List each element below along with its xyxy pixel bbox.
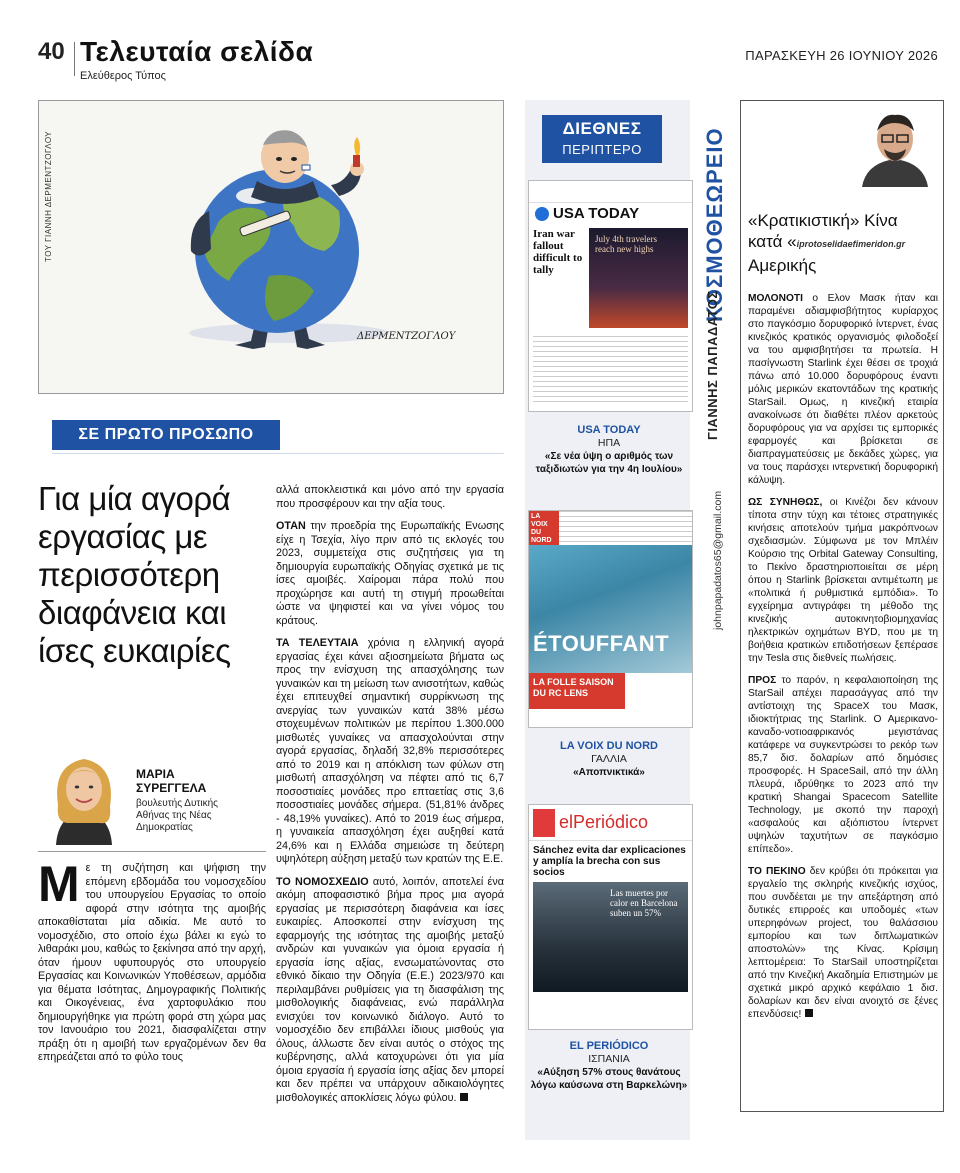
- banner-rule: [52, 453, 504, 454]
- press-review-box: [542, 115, 662, 163]
- press-review-title: ΔΙΕΘΝΕΣ: [562, 119, 642, 138]
- header-divider: [74, 42, 75, 76]
- cartoon-credit: ΤΟΥ ΓΙΑΝΝΗ ΔΕΡΜΕΝΤΖΟΓΛΟΥ: [44, 130, 53, 262]
- column-body: [748, 292, 938, 1030]
- cartoon-drawing: [39, 101, 504, 394]
- cover-photo-caption: Las muertes por calor en Barcelona suben un 57%: [610, 888, 678, 918]
- cover-masthead: LA VOIX DU NORD: [529, 511, 559, 545]
- caption-el-periodico: EL PERIÓDICO ΙΣΠΑΝΙΑ «Αύξηση 57% στους θανάτους λόγω καύσωνα στη Βαρκελώνη»: [530, 1040, 688, 1091]
- article-headline: [38, 480, 258, 670]
- cover-lead: Iran war fallout difficult to tally: [533, 228, 583, 276]
- body-paragraph: ΤΑ ΤΕΛΕΥΤΑΙΑ χρόνια η ελληνική αγορά εργασίας έχει κάνει αξιοσημείωτα βήματα ως προς την ενίσχυση της απασχόλησης των γυναικών και τη μείωση των ανισοτήτων, καθώς έχει επιτευχθεί σημαντική συρρίκνωση της ανεργίας των γυναικών κατά 38% μέσω στοχευμένων πολιτικών με περίπου 1.300.000 μισθωτές γυναίκες να απασχολούνται στην αγορά εργασίας, δηλαδή 32,8% περισσότερες από το 2019 και η απόκλιση των φύλων στη μισθωτή απασχόληση να πέφτει από τις 6,7 ποσοστιαίες μονάδες προ επταετίας στις 3,6 ποσοστιαίες μονάδες σήμερα. (51,81% άνδρες - 48,19% γυναίκες). Από το 2019 έως σήμερα, η γυναικεία απασχόληση έχει αυξηθεί κατά 24,6% και η Ελλάδα σημειώσε τη δεύτερη υψηλότερη αύξηση μεταξύ των κρατών της Ε.Ε.: [276, 637, 504, 865]
- body-paragraph: ΤΟ ΝΟΜΟΣΧΕΔΙΟ αυτό, λοιπόν, αποτελεί ένα ακόμη αποφασιστικό βήμα προς μια αγορά εργασίας με περισσότερη διαφάνεια και ίσες ευκαιρίες. Αποσκοπεί στην ενίσχυση της εφαρμογής της ισότητας της αμοιβής μεταξύ ανδρών και γυναικών για όμοια εργασία ή εργασία ίσης αξίας, ενσωματώνοντας στο εθνικό δίκαιο την Οδηγία (Ε.Ε.) 2023/970 και περιλαμβάνει ρυθμίσεις για τη διασφάλιση της μισθολογικής διαφάνειας, ενώ παράλληλα ενισχύει τον κοινωνικό διάλογο. Αυτό το νομοσχέδιο δεν επιβάλλει ίδιους μισθούς για όλους, άλλωστε δεν είναι αυτός ο στόχος της κυβέρνησης, αλλά κατοχυρώνει ότι για μία όμοια εργασία ή εργασία ίσης αξίας δεν μπορεί και δεν πρέπει να υπάρχουν αδικαιολόγητες μισθολογικές αποκλίσεις λόγω φύλου.: [276, 875, 504, 1104]
- page-header: [0, 0, 960, 92]
- cover-masthead: USA TODAY: [553, 205, 640, 222]
- cover-lead: ÉTOUFFANT: [533, 631, 670, 656]
- cover-lead: Sánchez evita dar explicaciones y amplía la brecha con sus socios: [533, 845, 686, 878]
- press-review-subtitle: ΠΕΡΙΠΤΕΡΟ: [562, 142, 642, 157]
- headline-line: περισσότερη: [38, 556, 220, 593]
- watermark-source: iprotoselidaefimeridon.gr: [796, 239, 906, 249]
- author-rule: [38, 851, 266, 852]
- cover-photo: [529, 545, 692, 673]
- caption-usa-today: USA TODAY ΗΠΑ «Σε νέα ύψη ο αριθμός των ταξιδιωτών για την 4η Ιουλίου»: [535, 424, 683, 475]
- page-number: 40: [38, 38, 65, 65]
- intro-text: ε τη συζήτηση και ψήφιση την επόμενη εβδομάδα του νομοσχεδίου του υπουργείου Εργασίας το οποίο αφορά στην ισότητα της αμοιβής αποκαθίσταται μία αδικία. Με αυτό το νομοσχέδιο, στο οποίο έχω βάλει κι εγώ το λιθαράκι μου, καθώς το ξεκίνησα από την αρχή, όταν ήμουν υφυπουργός στο υπουργείο Εργασίας και Κοινωνικών Υποθέσεων, αρμόδια για θέματα Ισότητας, Δημογραφικής Πολιτικής και Οικογένειας, ένα χαρτοφυλάκιο που δημιουργήθηκε για πρώτη φορά στη χώρα μας τον Ιανουάριο του 2021, διασφαλίζεται στην πράξη ότι η αμοιβή των εργαζομένων δεν θα επηρεάζεται από το φύλο τους: [38, 862, 266, 1063]
- author-name: ΜΑΡΙΑ ΣΥΡΕΓΓΕΛΑ: [136, 767, 207, 795]
- article-intro: [38, 856, 266, 1065]
- end-mark: [460, 1093, 468, 1101]
- cover-photo-caption: July 4th travelers reach new highs: [595, 234, 657, 254]
- column-title: «Κρατικιστική» Κίνα κατά «iprotoselidaefimeridon.gr Αμερικής: [748, 211, 906, 275]
- columnist-photo: [848, 103, 942, 187]
- dropcap: Μ: [38, 856, 80, 912]
- cover-strip: LA FOLLE SAISON DU RC LENS: [529, 673, 625, 709]
- headline-line: διαφάνεια και: [38, 594, 227, 631]
- cover-usa-today: [528, 180, 693, 412]
- interview-banner: ΣΕ ΠΡΩΤΟ ΠΡΟΣΩΠΟ: [52, 420, 280, 450]
- paper-name: Ελεύθερος Τύπος: [80, 70, 166, 82]
- cartoon-signature: ΔΕΡΜΕΝΤΖΟΓΛΟΥ: [357, 331, 456, 342]
- author-role: βουλευτής Δυτικής Αθήνας της Νέας Δημοκρατίας: [136, 798, 218, 833]
- logo-dot-icon: [535, 207, 549, 221]
- headline-line: εργασίας με: [38, 518, 208, 555]
- cover-photo: [533, 882, 688, 992]
- body-paragraph: αλλά αποκλειστικά και μόνο από την εργασία που προσφέρουν και την αξία τους.: [276, 484, 504, 510]
- cover-masthead: elPeriódico: [559, 812, 649, 832]
- column-paragraph: ΠΡΟΣ το παρόν, η κεφαλαιοποίηση της StarSail απέχει παρασάγγας από την αντίστοιχη της SpaceX του Μασκ, ιδιοκτήτριας της Starlink. Ο Αμερικανο-καναδο-νοτιοαφρικανός μεγιστάνας κατάφερε να συγκεντρώσει το ρεκόρ των 85,7 δισ. δολαρίων από δημόσιες προσφορές. Η SpaceSail, από την άλλη πλευρά, ιδρύθηκε το 2023 από την κρατική Shangai Spacecom Satellite Technology, με σκοπό την παροχή «ασφαλούς και αξιόπιστου ίντερνετ υψηλών ταχυτήτων σε παγκόσμιο επίπεδο».: [748, 675, 938, 855]
- cover-la-voix-du-nord: [528, 510, 693, 728]
- headline-line: ίσες ευκαιρίες: [38, 632, 231, 669]
- column-paragraph: ΜΟΛΟΝΟΤΙ ο Ελον Μασκ ήταν και παραμένει αδιαμφισβήτητος κυρίαρχος στο παγκόσμιο δορυφορικό ίντερνετ, ένας κινεζικός κρατικός οργανισμός φιλοδοξεί να του αμφισβητήσει τα πρωτεία. Η πασίγνωστη Starlink έχει θέσει σε τροχιά πάνω από 10.000 δορυφόρους έναντι μόλις μερικών εκατοντάδων της κρατικής StarSail. Ομως, η κινεζική εταιρία ανακοίνωσε ότι διαθέτει πλέον αρκετούς δορυφόρους για να αρχίσει τις εμπορικές εφαρμογές και βρίσκεται σε διαπραγματεύσεις με δεκάδες χώρες, για να τους παράσχει ιντερνετική δορυφορική κάλυψη.: [748, 293, 938, 486]
- cover-photo: [589, 228, 688, 328]
- caption-la-voix-du-nord: LA VOIX DU NORD ΓΑΛΛΙΑ «Αποπνικτικά»: [560, 740, 658, 778]
- column-paragraph: ΩΣ ΣΥΝΗΘΩΣ, οι Κινέζοι δεν κάνουν τίποτα στην τύχη και τέτοιες στρατηγικές κινήσεις αποτελούν τμήμα μακρόπνοων σχεδιασμών. Σύμφωνα με τον Μπλέιν Κούρσιο της Orbital Gateway Consulting, το Πεκίνο δραστηριοποιείται σε μέρη όπου η Starlink βρίσκεται αντιμέτωπη με «πολιτικά ή ρυθμιστικά εμπόδια». Το εγχείρημα αντιγράφει τη μέθοδο της κινεζικής αυτοκινητοβιομηχανίας ηλεκτρικών οχημάτων BYD, που με τη βοήθεια κρατικών επιδοτήσεων ξεπέρασε την Tesla στις διεθνείς πωλήσεις.: [748, 497, 938, 664]
- column-label: ΚΟΣΜΟΘΕΩΡΕΙΟ: [702, 127, 727, 322]
- article-body: [276, 484, 504, 1114]
- cartoon: [38, 100, 504, 394]
- column-author: ΓΙΑΝΝΗΣ ΠΑΠΑΔΑΤΟΣ: [705, 290, 720, 440]
- cover-el-periodico: [528, 804, 693, 1030]
- section-title: Τελευταία σελίδα: [80, 36, 314, 67]
- issue-date: ΠΑΡΑΣΚΕΥΗ 26 ΙΟΥΝΙΟΥ 2026: [745, 48, 938, 63]
- end-mark: [805, 1009, 813, 1017]
- body-paragraph: ΟΤΑΝ την προεδρία της Ευρωπαϊκής Ενωσης είχε η Τσεχία, λίγο πριν από τις εκλογές του 2023, συμμετείχα στις συζητήσεις για τη δημιουργία ευρωπαϊκής Οδηγίας σχετικά με τις ίσες αμοιβές. Χαίρομαι πάρα πολύ που προχώρησε και αυτή τη στιγμή προωθείται ώστε να ψηφιστεί και να γίνει νόμος του κράτους.: [276, 520, 504, 627]
- author-photo: [38, 745, 130, 845]
- headline-line: Για μία αγορά: [38, 480, 231, 517]
- column-paragraph: ΤΟ ΠΕΚΙΝΟ δεν κρύβει ότι πρόκειται για εργαλείο της σκληρής κινεζικής ισχύος, που συνδέεται με την απεξάρτηση από δυτικές επιρροές και υποδομές «των υπερηφόνων project, του θαλάσσιου εμπορίου και των διπλωματικών αποστολών» της Κίνας. Κρίσιμη λεπτομέρεια: Το StarSail υποστηρίζεται από την Κινεζική Ακαδημία Επιστημών με σχετικά μικρό αρχικό κεφάλαιο 1 δισ. δολαρίων και δεν είναι ανοιχτό σε ξένες επενδύσεις!: [748, 866, 938, 1020]
- column-email[interactable]: johnpapadatos65@gmail.com: [712, 490, 724, 630]
